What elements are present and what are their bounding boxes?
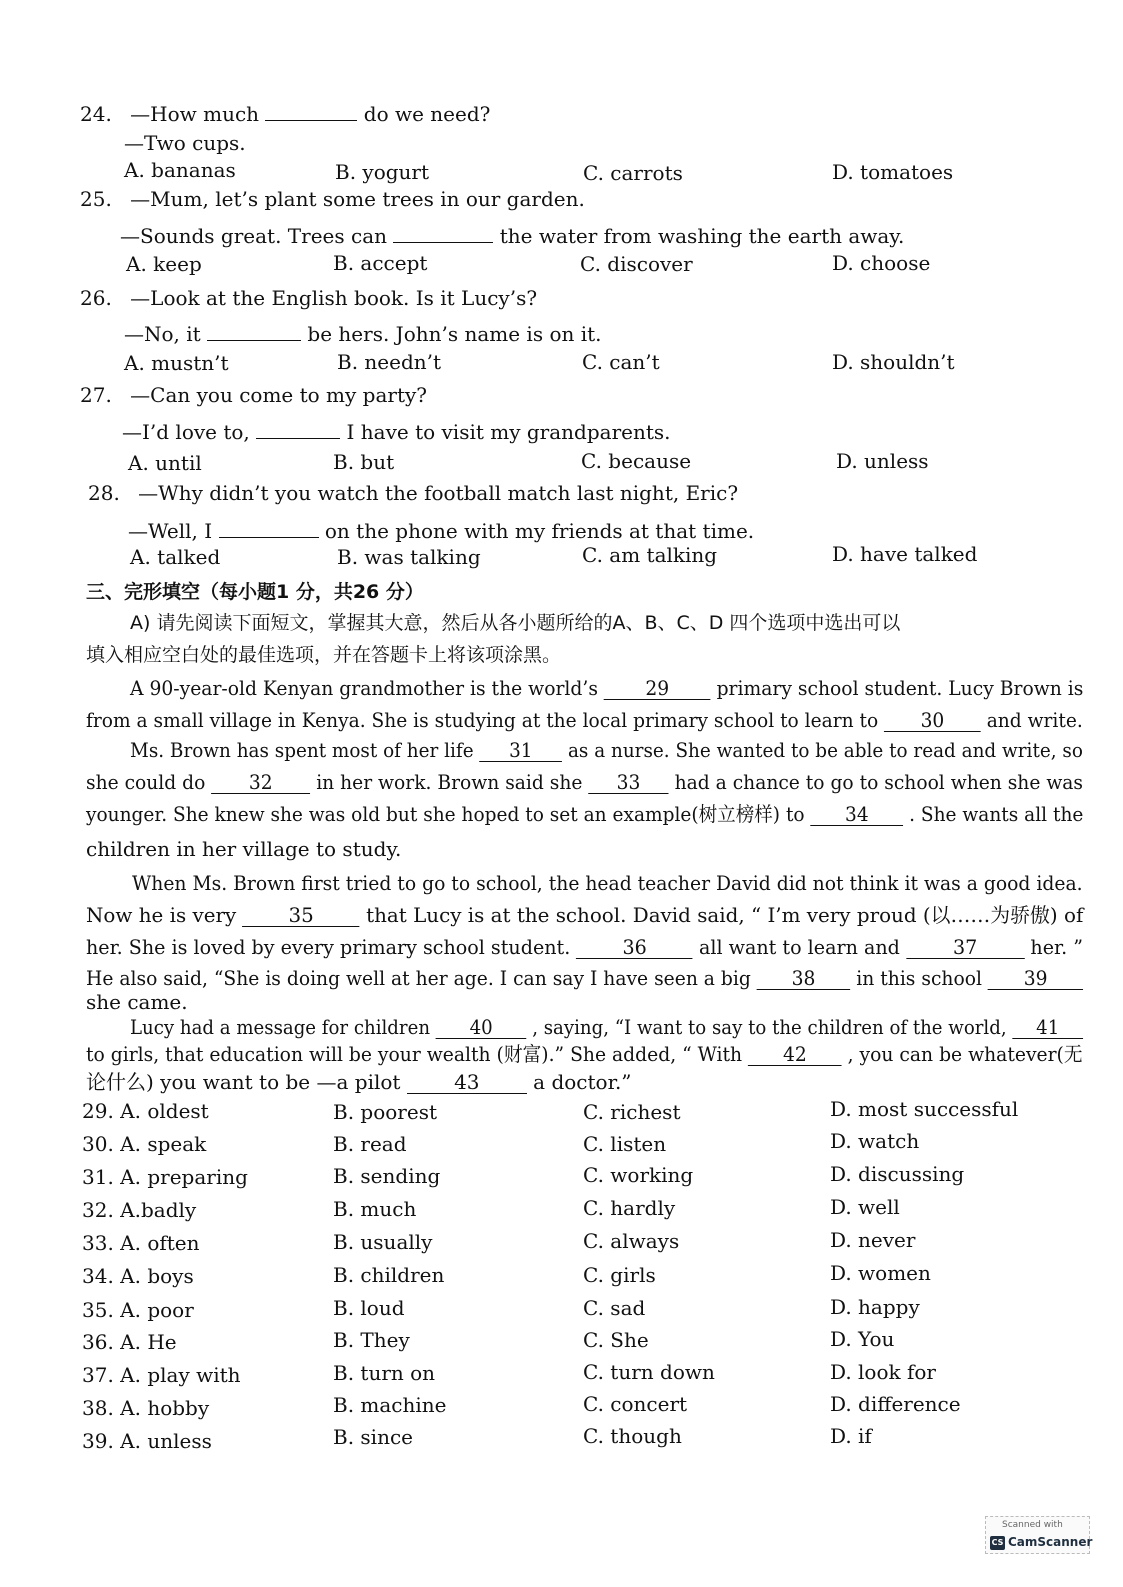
option-d: D. discussing <box>830 1162 965 1186</box>
option-c: C. girls <box>583 1263 656 1287</box>
passage-line: 论什么) you want to be —a pilot 43 a doctor.” <box>86 1070 632 1094</box>
cloze-options-36: 36. A. He <box>82 1330 177 1354</box>
passage-line: children in her village to study. <box>86 837 402 861</box>
option-b: B. poorest <box>333 1100 437 1124</box>
option-b: B. since <box>333 1425 413 1449</box>
option-d: D. most successful <box>830 1097 1019 1121</box>
question-number: 26. <box>80 286 112 310</box>
option-c: C. always <box>583 1229 680 1253</box>
option-c: C. carrots <box>583 161 683 185</box>
passage-line: Ms. Brown has spent most of her life 31 as a nurse. She wanted to be able to read and write, so <box>130 738 1083 762</box>
option-c: C. turn down <box>583 1360 715 1384</box>
cloze-blank-33: 33 <box>588 771 668 794</box>
cloze-blank-42: 42 <box>748 1043 842 1066</box>
option-d: D. well <box>830 1195 900 1219</box>
cloze-options-33: 33. A. often <box>82 1231 200 1255</box>
option-c: C. because <box>581 449 692 473</box>
question-26-response: —No, it be hers. John’s name is on it. <box>124 318 602 347</box>
cloze-blank-36: 36 <box>576 936 693 959</box>
passage-line: her. She is loved by every primary school student. 36 all want to learn and 37 her. ” <box>86 935 1083 959</box>
option-d: D. unless <box>836 449 929 473</box>
option-c: C. listen <box>583 1132 667 1156</box>
passage-line: younger. She knew she was old but she hoped to set an example(树立榜样) to 34 . She wants all the <box>86 802 1084 826</box>
passage-line: He also said, “She is doing well at her age. I can say I have seen a big 38 in this school 39 <box>86 965 1083 991</box>
question-text: —Can you come to my party? <box>130 383 428 407</box>
option-b: B. turn on <box>333 1361 436 1385</box>
option-c: C. concert <box>583 1392 688 1416</box>
passage-line: to girls, that education will be your wealth (财富).” She added, “ With 42 , you can be whatever(无 <box>86 1042 1083 1066</box>
question-number: 25. <box>80 187 112 211</box>
passage-line: she came. <box>86 990 188 1014</box>
question-27-response: —I’d love to, I have to visit my grandparents. <box>122 416 671 445</box>
cloze-blank-37: 37 <box>906 936 1024 959</box>
option-b: B. sending <box>333 1164 441 1188</box>
cloze-blank-31: 31 <box>479 739 562 762</box>
option-c: C. She <box>583 1328 649 1352</box>
option-b: B. but <box>333 450 395 474</box>
cloze-blank-43: 43 <box>407 1071 527 1094</box>
cloze-options-38: 38. A. hobby <box>82 1396 210 1420</box>
option-d: D. You <box>830 1327 895 1351</box>
option-c: C. can’t <box>582 350 660 374</box>
question-26-stem <box>80 285 537 311</box>
passage-line: A 90-year-old Kenyan grandmother is the world’s 29 primary school student. Lucy Brown is <box>130 676 1084 700</box>
question-number: 28. <box>88 481 120 505</box>
option-d: D. look for <box>830 1360 936 1384</box>
cloze-options-35: 35. A. poor <box>82 1298 194 1322</box>
option-b: B. They <box>333 1328 410 1352</box>
option-b: B. yogurt <box>335 160 430 184</box>
option-c: C. hardly <box>583 1196 676 1220</box>
section-instructions: A) 请先阅读下面短文，掌握其大意，然后从各小题所给的A、B、C、D 四个选项中选出可以 <box>130 612 901 634</box>
section-title: 三、完形填空（每小题1 分，共26 分） <box>86 581 424 603</box>
option-c: C. though <box>583 1424 682 1448</box>
cloze-blank-39: 39 <box>988 967 1083 990</box>
option-b: B. much <box>333 1197 417 1221</box>
option-c: C. am talking <box>582 543 718 567</box>
cloze-options-29: 29. A. oldest <box>82 1099 209 1123</box>
cloze-blank-35: 35 <box>243 904 360 927</box>
question-text: —Mum, let’s plant some trees in our garden. <box>130 187 585 211</box>
option-b: B. usually <box>333 1230 433 1254</box>
cloze-options-37: 37. A. play with <box>82 1363 241 1387</box>
cloze-options-39: 39. A. unless <box>82 1429 212 1453</box>
section-instructions: 填入相应空白处的最佳选项，并在答题卡上将该项涂黑。 <box>86 644 562 666</box>
option-d: D. difference <box>830 1392 961 1416</box>
option-b: B. accept <box>333 251 428 275</box>
cloze-blank-34: 34 <box>810 803 903 826</box>
question-28-response: —Well, I on the phone with my friends at that time. <box>128 515 754 544</box>
option-b: B. needn’t <box>337 350 442 374</box>
cloze-blank-41: 41 <box>1012 1016 1083 1039</box>
passage-line: she could do 32 in her work. Brown said she 33 had a chance to go to school when she was <box>86 770 1084 794</box>
option-d: D. have talked <box>832 542 978 566</box>
camscanner-logo-icon: CS <box>990 1536 1005 1550</box>
option-d: D. happy <box>830 1295 920 1319</box>
option-d: D. women <box>830 1261 931 1285</box>
question-25-response: —Sounds great. Trees can the water from washing the earth away. <box>120 220 904 249</box>
camscanner-watermark: Scanned with CS CamScanner <box>985 1516 1090 1554</box>
passage-line: from a small village in Kenya. She is studying at the local primary school to learn to 30 and write. <box>86 708 1083 732</box>
cloze-blank-38: 38 <box>757 967 851 990</box>
option-c: C. richest <box>583 1100 681 1124</box>
question-text: do we need? <box>363 102 491 126</box>
cloze-options-31: 31. A. preparing <box>82 1165 248 1189</box>
option-a: A. bananas <box>124 158 236 182</box>
cloze-blank-30: 30 <box>884 709 981 732</box>
question-number: 24. <box>80 102 112 126</box>
option-b: B. was talking <box>337 545 481 569</box>
option-a: A. mustn’t <box>124 351 229 375</box>
answer-blank <box>207 318 301 341</box>
option-d: D. tomatoes <box>832 160 954 184</box>
question-text: —Why didn’t you watch the football match last night, Eric? <box>138 481 739 505</box>
question-28-stem <box>88 480 738 506</box>
cloze-options-34: 34. A. boys <box>82 1264 194 1288</box>
question-text: —Look at the English book. Is it Lucy’s? <box>130 286 538 310</box>
cloze-options-30: 30. A. speak <box>82 1132 207 1156</box>
option-c: C. discover <box>580 252 693 276</box>
cloze-blank-32: 32 <box>211 771 310 794</box>
question-text: —How much <box>130 102 260 126</box>
option-d: D. choose <box>832 251 931 275</box>
cloze-options-32: 32. A.badly <box>82 1198 197 1222</box>
cloze-blank-29: 29 <box>604 677 711 700</box>
option-a: A. until <box>128 451 202 475</box>
option-b: B. read <box>333 1132 407 1156</box>
answer-blank <box>219 515 319 538</box>
option-a: A. talked <box>130 545 221 569</box>
passage-line: Now he is very 35 that Lucy is at the school. David said, “ I’m very proud (以……为骄傲) of <box>86 903 1084 927</box>
question-24-response: —Two cups. <box>124 131 246 155</box>
passage-line: When Ms. Brown first tried to go to school, the head teacher David did not think it was a good idea. <box>132 871 1083 895</box>
question-number: 27. <box>80 383 112 407</box>
option-c: C. sad <box>583 1296 646 1320</box>
answer-blank <box>265 98 357 121</box>
option-d: D. shouldn’t <box>832 350 955 374</box>
option-b: B. children <box>333 1263 445 1287</box>
option-d: D. never <box>830 1228 916 1252</box>
option-b: B. machine <box>333 1393 447 1417</box>
option-c: C. working <box>583 1163 694 1187</box>
option-d: D. watch <box>830 1129 920 1153</box>
answer-blank <box>256 416 340 439</box>
cloze-blank-40: 40 <box>436 1016 527 1039</box>
option-a: A. keep <box>126 252 202 276</box>
option-b: B. loud <box>333 1296 405 1320</box>
passage-line: Lucy had a message for children 40 , saying, “I want to say to the children of the world, 41 <box>130 1014 1083 1040</box>
question-27-stem <box>80 382 427 408</box>
answer-blank <box>393 220 493 243</box>
question-25-stem <box>80 186 585 212</box>
question-24-stem <box>80 98 490 127</box>
option-d: D. if <box>830 1424 872 1448</box>
